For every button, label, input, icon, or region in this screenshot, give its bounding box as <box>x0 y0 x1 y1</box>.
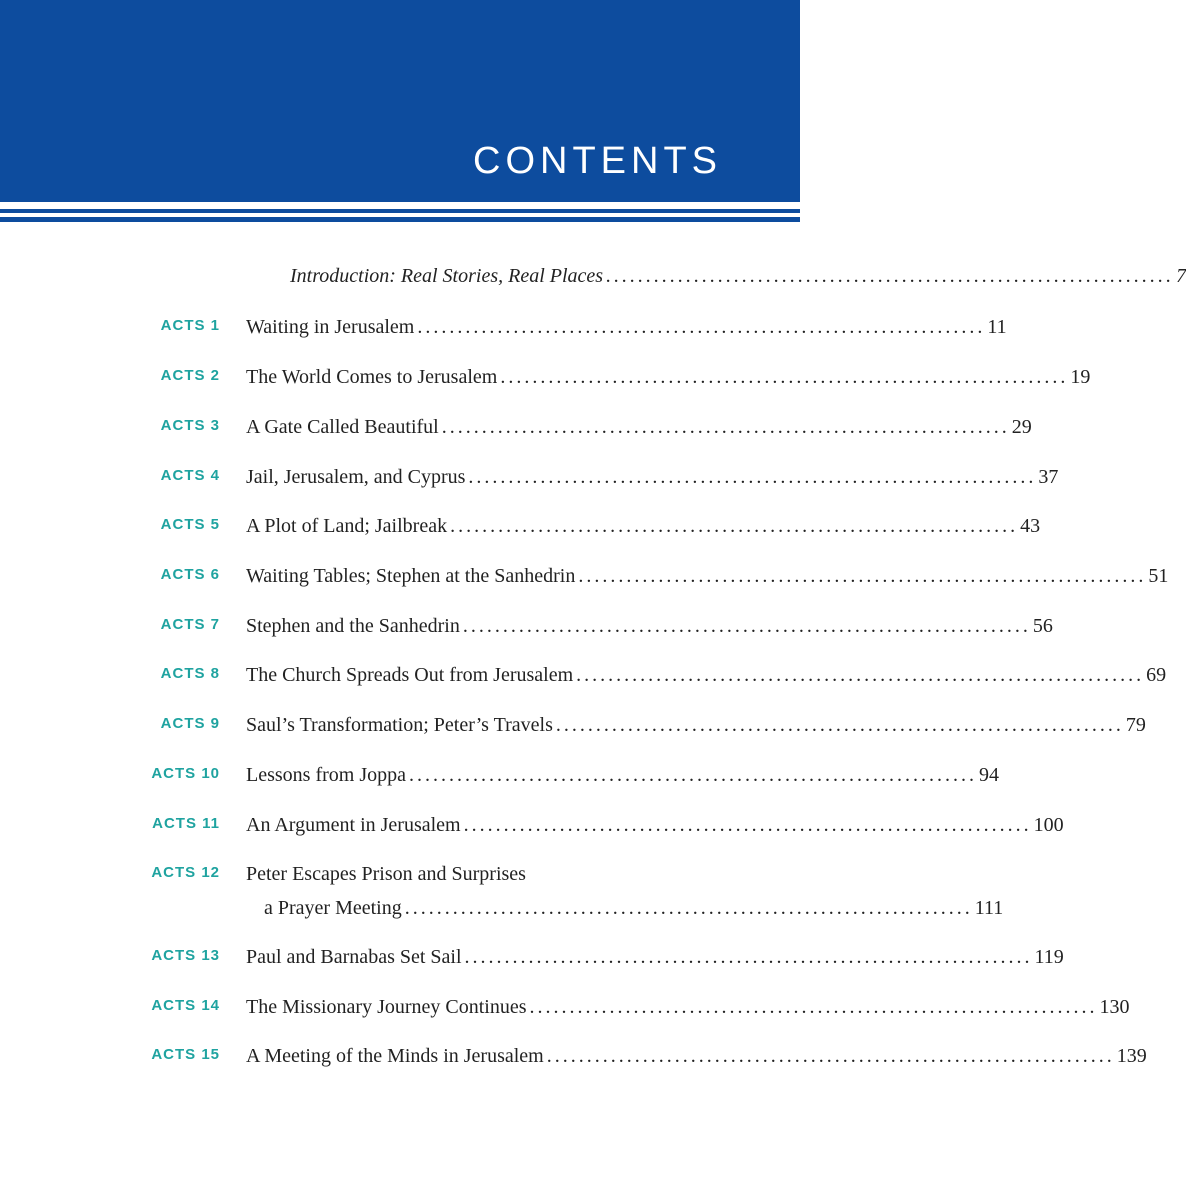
toc-entry[interactable] <box>0 661 1167 691</box>
chapter-label: ACTS 10 <box>151 765 220 782</box>
chapter-label: ACTS 15 <box>151 1046 220 1063</box>
entry-page: 19 <box>1070 366 1091 388</box>
page-title: CONTENTS <box>473 140 722 182</box>
toc-entry[interactable] <box>0 711 1146 741</box>
entry-title: A Gate Called Beautiful <box>246 416 439 438</box>
chapter-label: ACTS 8 <box>160 665 220 682</box>
dot-leader: ....................................................................... <box>529 996 1098 1018</box>
toc-entry[interactable] <box>0 612 1053 642</box>
toc-entry[interactable] <box>0 313 1007 343</box>
entry-title: Waiting Tables; Stephen at the Sanhedrin <box>246 565 576 587</box>
toc-entry[interactable] <box>0 1042 1147 1072</box>
entry-title: The World Comes to Jerusalem <box>246 366 498 388</box>
entry-page: 7 <box>1176 265 1186 287</box>
entry-page: 43 <box>1020 515 1041 537</box>
dot-leader: ....................................................................... <box>606 265 1175 287</box>
entry-page: 37 <box>1038 466 1059 488</box>
entry-page: 11 <box>987 316 1007 338</box>
entry-page: 130 <box>1099 996 1130 1018</box>
entry-title: Lessons from Joppa <box>246 764 406 786</box>
entry-title: A Meeting of the Minds in Jerusalem <box>246 1045 544 1067</box>
divider-rule-bottom <box>0 217 800 222</box>
entry-page: 100 <box>1033 814 1064 836</box>
entry-title: An Argument in Jerusalem <box>246 814 461 836</box>
entry-page: 69 <box>1146 664 1167 686</box>
entry-page: 56 <box>1032 615 1053 637</box>
chapter-label: ACTS 1 <box>160 317 220 334</box>
entry-page: 51 <box>1148 565 1169 587</box>
chapter-label: ACTS 5 <box>160 516 220 533</box>
dot-leader: ....................................................................... <box>578 565 1147 587</box>
dot-leader: ....................................................................... <box>576 664 1145 686</box>
divider-rule <box>0 209 800 213</box>
dot-leader: ....................................................................... <box>404 897 973 919</box>
toc-entry[interactable] <box>0 413 1032 443</box>
toc-entry[interactable] <box>0 463 1059 493</box>
entry-title: The Church Spreads Out from Jerusalem <box>246 664 574 686</box>
toc-entry[interactable] <box>0 943 1064 973</box>
chapter-label: ACTS 14 <box>151 997 220 1014</box>
entry-title: Saul’s Transformation; Peter’s Travels <box>246 714 553 736</box>
chapter-label: ACTS 12 <box>151 864 220 881</box>
dot-leader: ....................................................................... <box>450 515 1019 537</box>
dot-leader: ....................................................................... <box>464 946 1033 968</box>
toc-entry[interactable] <box>0 761 999 791</box>
chapter-label: ACTS 13 <box>151 947 220 964</box>
toc-entry[interactable] <box>0 860 1004 926</box>
chapter-label: ACTS 2 <box>160 367 220 384</box>
entry-title: Jail, Jerusalem, and Cyprus <box>246 466 466 488</box>
entry-title: Paul and Barnabas Set Sail <box>246 946 462 968</box>
toc-entry[interactable] <box>0 811 1064 841</box>
chapter-label: ACTS 7 <box>160 616 220 633</box>
dot-leader: ....................................................................... <box>546 1045 1115 1067</box>
entry-page: 29 <box>1011 416 1032 438</box>
entry-title: Waiting in Jerusalem <box>246 316 415 338</box>
chapter-label: ACTS 6 <box>160 566 220 583</box>
dot-leader: ....................................................................... <box>500 366 1069 388</box>
toc-entry[interactable] <box>0 363 1091 393</box>
dot-leader: ....................................................................... <box>408 764 977 786</box>
dot-leader: ....................................................................... <box>441 416 1010 438</box>
dot-leader: ....................................................................... <box>462 615 1031 637</box>
entry-page: 111 <box>974 897 1004 919</box>
entry-title: Stephen and the Sanhedrin <box>246 615 460 637</box>
entry-page: 139 <box>1116 1045 1147 1067</box>
entry-page: 119 <box>1034 946 1064 968</box>
dot-leader: ....................................................................... <box>555 714 1124 736</box>
dot-leader: ....................................................................... <box>468 466 1037 488</box>
entry-title: a Prayer Meeting <box>264 897 402 919</box>
chapter-label: ACTS 9 <box>160 715 220 732</box>
toc-entry[interactable] <box>0 512 1041 542</box>
entry-title-line1: Peter Escapes Prison and Surprises <box>246 863 526 885</box>
entry-page: 79 <box>1125 714 1146 736</box>
chapter-label: ACTS 3 <box>160 417 220 434</box>
toc-entry-intro[interactable] <box>0 262 1186 292</box>
entry-title: A Plot of Land; Jailbreak <box>246 515 448 537</box>
dot-leader: ....................................................................... <box>417 316 986 338</box>
chapter-label: ACTS 11 <box>152 815 220 832</box>
chapter-label: ACTS 4 <box>160 467 220 484</box>
dot-leader: ....................................................................... <box>463 814 1032 836</box>
entry-page: 94 <box>978 764 999 786</box>
toc-entry[interactable] <box>0 993 1130 1023</box>
entry-title: Introduction: Real Stories, Real Places <box>290 265 604 287</box>
toc-entry[interactable] <box>0 562 1169 592</box>
entry-title: The Missionary Journey Continues <box>246 996 527 1018</box>
header-banner <box>0 0 800 202</box>
